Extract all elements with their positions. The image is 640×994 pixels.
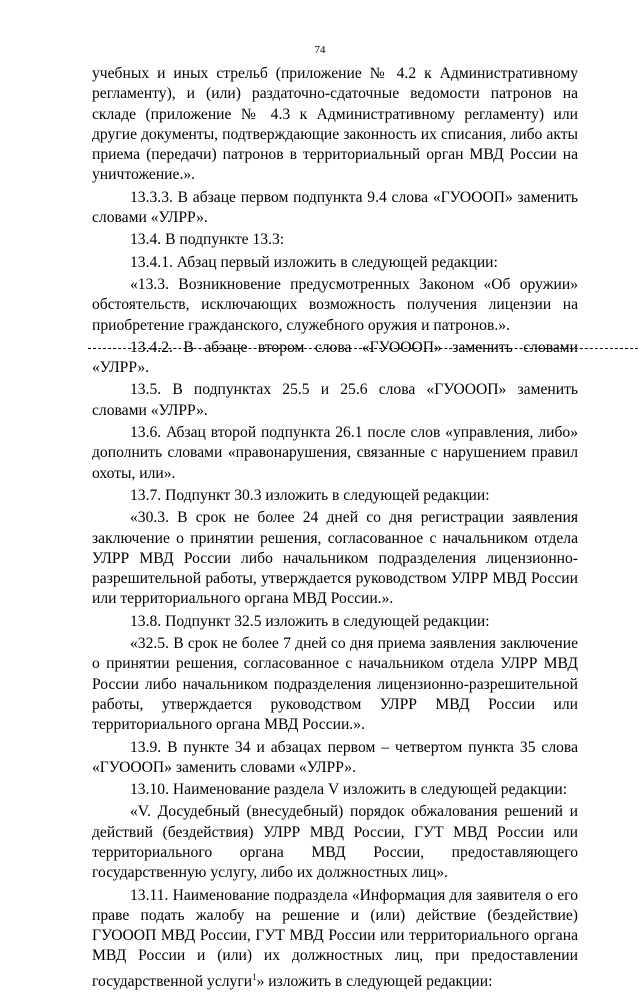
paragraph (92, 486, 578, 506)
paragraph (92, 188, 578, 229)
paragraph-text: 13.10. Наименование раздела V изложить в следующей редакции: (130, 781, 568, 799)
paragraph (92, 253, 578, 273)
paragraph-text: 13.4. В подпункте 13.3: (130, 231, 285, 249)
paragraph-text: 13.4.2. В абзаце втором слова «ГУОООП» заменить словами «УЛРР». (92, 338, 578, 377)
paragraph (92, 508, 578, 609)
paragraph (92, 338, 578, 379)
paragraph-text: 13.9. В пункте 34 и абзацах первом – четвертом пункта 35 слова «ГУОООП» заменить словами «УЛРР». (92, 738, 578, 776)
paragraph-text: 13.6. Абзац второй подпункта 26.1 после слов «управления, либо» дополнить словами «правонарушения, связанные с нарушением правил охоты, или». (92, 424, 578, 482)
paragraph (92, 886, 578, 993)
footnote-marker: 1 (252, 971, 257, 982)
paragraph-text: «13.3. Возникновение предусмотренных Законом «Об оружии» обстоятельств, исключающих возможность получения лицензии на приобретение гражданского, служебного оружия и патронов.». (92, 275, 578, 334)
paragraph-text: 13.8. Подпункт 32.5 изложить в следующей редакции: (130, 612, 490, 630)
paragraph (92, 612, 578, 632)
paragraph-text: 13.3.3. В абзаце первом подпункта 9.4 слова «ГУОООП» заменить словами «УЛРР». (92, 188, 578, 227)
paragraph-text: учебных и иных стрельб (приложение № 4.2 к Административному регламенту), и (или) раздаточно-сдаточные ведомости патронов на складе (приложение № 4.3 к Административному регламенту) или другие документы, подтверждающие законность их списания, либо акты приема (передачи) патронов в территориальный орган МВД России на уничтожение.». (92, 65, 578, 184)
paragraph (92, 634, 578, 735)
paragraph (92, 423, 578, 484)
paragraph (92, 780, 578, 800)
paragraph (92, 230, 578, 250)
paragraph-text: 13.4.1. Абзац первый изложить в следующей редакции: (130, 253, 498, 271)
paragraph (92, 380, 578, 421)
page-number: 74 (314, 44, 326, 56)
paragraph-text: 13.5. В подпунктах 25.5 и 25.6 слова «ГУОООП» заменить словами «УЛРР». (92, 381, 578, 419)
paragraph-text-tail: » изложить в следующей редакции: (256, 972, 493, 990)
paragraph (92, 64, 578, 186)
paragraph-text: «30.3. В срок не более 24 дней со дня регистрации заявления заключение о принятии решения, согласованное с начальником отдела УЛРР МВД России либо начальником подразделения лицензионно-разрешительной работы, утверждается руководством УЛРР МВД России или территориального органа МВД России.». (92, 509, 578, 608)
paragraph (92, 738, 578, 779)
document-body (92, 64, 578, 994)
paragraph-text: «V. Досудебный (внесудебный) порядок обжалования решений и действий (бездействия) УЛРР МВД России, ГУТ МВД России или территориального органа МВД России, предоставляющего государственную услугу, либо их должностных лиц». (92, 803, 578, 882)
paragraph (92, 275, 578, 336)
strike-through-line (88, 348, 638, 349)
paragraph (92, 802, 578, 883)
paragraph-text: 13.7. Подпункт 30.3 изложить в следующей редакции: (130, 486, 490, 504)
paragraph-text: «32.5. В срок не более 7 дней со дня приема заявления заключение о принятии решения, согласованное с начальником отдела УЛРР МВД России либо начальником подразделения лицензионно-разрешительной работы, утверждается руководством УЛРР МВД России или территориального органа МВД России.». (92, 635, 578, 734)
paragraph-text: 13.11. Наименование подраздела «Информация для заявителя о его праве подать жалобу на решение и (или) действие (бездействие) ГУОООП МВД России, ГУТ МВД России или территориального органа МВД России и (или) их должностных лиц, при предоставлении государственной услуги (92, 886, 578, 990)
